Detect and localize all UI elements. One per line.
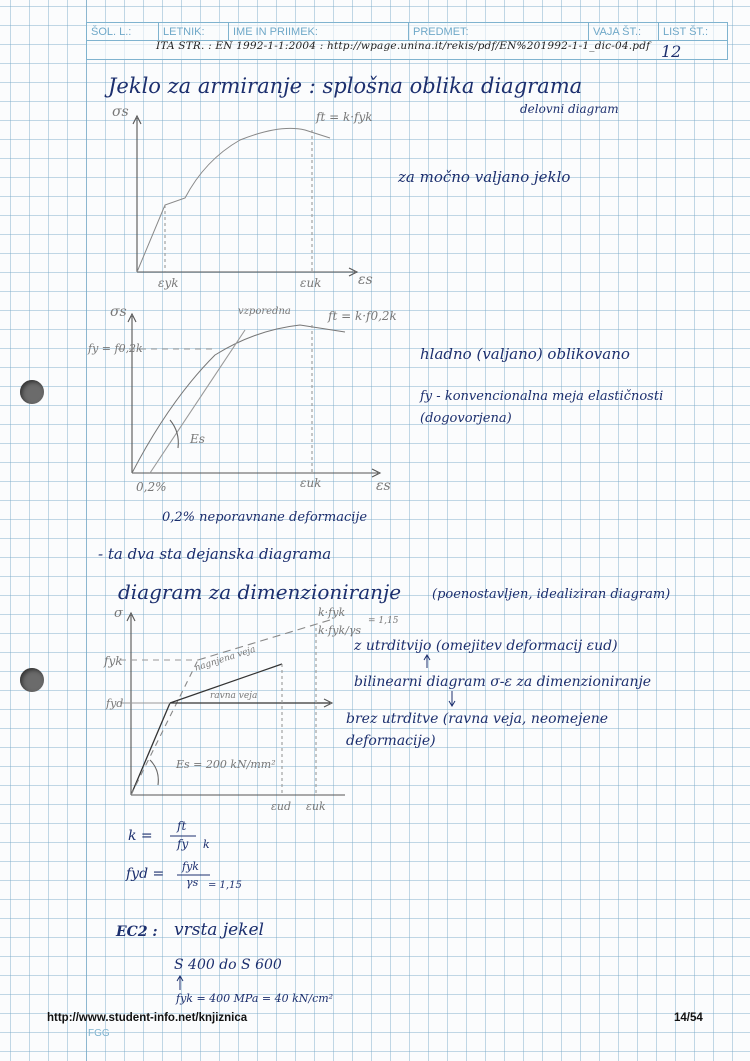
d1-axis-y-label: σs	[112, 104, 129, 120]
d2-peak-label: ft = k·f0,2k	[328, 309, 397, 323]
header-vaja: VAJA ŠT.:	[589, 23, 659, 41]
d3-elastic-line	[131, 703, 170, 795]
d3-fyk-label: fyk	[104, 654, 123, 668]
header-sol: ŠOL. L.:	[87, 23, 159, 41]
diagram2	[118, 314, 380, 477]
d2-curve	[132, 325, 345, 473]
d3-fyd-label: fyd	[106, 697, 124, 710]
ec2-title: vrsta jekel	[174, 920, 264, 940]
formula-fyd-bottom: γs	[186, 876, 199, 889]
section3-desc-c: brez utrditve (ravna veja, neomejene deformacije)	[346, 711, 609, 749]
section1-subtitle: delovni diagram	[520, 102, 619, 116]
formula-fyd-top: fyk	[182, 860, 199, 873]
d3-top-label2: k·fyk/γs	[318, 624, 362, 637]
formula-k-bottom: fy	[177, 837, 189, 851]
section3-title: diagram za dimenzioniranje	[118, 580, 402, 604]
d2-x-offset: 0,2%	[136, 480, 167, 494]
d2-tick-euk: εuk	[300, 476, 322, 490]
footer-url[interactable]: http://www.student-info.net/knjiznica	[47, 1012, 248, 1024]
section3-title-note: (poenostavljen, idealiziran diagram)	[432, 587, 671, 602]
d1-peak-label: ft = k·fyk	[316, 110, 373, 124]
d2-annot-upper: vzporedna	[238, 306, 291, 317]
d3-tick-euk: εuk	[306, 800, 326, 813]
d2-es-arc	[170, 420, 178, 448]
section2-desc1: hladno (valjano) oblikovano	[420, 345, 630, 363]
reference-note: ITA STR. : EN 1992-1-1:2004 : http://wpage.unina.it/rekis/pdf/EN%201992-1-1_dic-04.pdf	[156, 40, 651, 52]
d3-dashed-kfyk	[198, 620, 330, 660]
note-between: - ta dva sta dejanska diagrama	[98, 545, 332, 563]
d3-es-arc	[150, 760, 158, 785]
d2-offset-line	[150, 330, 245, 473]
d1-tick-eyk: εyk	[158, 276, 179, 290]
d2-axis-y-label: σs	[110, 304, 127, 320]
d3-upper-line-label: nagnjena veja	[193, 644, 257, 674]
d3-lower-line-label: ravna veja	[210, 691, 258, 701]
header-ime: IME IN PRIIMEK:	[229, 23, 409, 41]
section3-desc-b: bilinearni diagram σ-ε za dimenzioniranje	[354, 674, 652, 690]
section2-desc2: fy - konvencionalna meja elastičnosti (dogovorjena)	[420, 389, 664, 426]
d3-es-label: Es = 200 kN/mm²	[176, 758, 276, 771]
section3-desc-a: z utrditvijo (omejitev deformacij εud)	[354, 638, 618, 654]
ec2-fyk-line: fyk = 400 MPa = 40 kN/cm²	[176, 992, 334, 1005]
footer-stamp: FGG	[88, 1028, 110, 1039]
formula-k-sub: k	[203, 838, 210, 851]
section1-note: za močno valjano jeklo	[398, 168, 571, 186]
d2-axis-x-label: εs	[376, 478, 391, 494]
diagram1	[133, 116, 357, 276]
section2-note-offset: 0,2% neporavnane deformacije	[162, 510, 368, 525]
formula-fyd-lhs: fyd =	[126, 866, 165, 882]
d1-curve	[137, 128, 330, 272]
formula-k-top: ft	[177, 819, 187, 833]
d2-slope-label: Es	[190, 432, 205, 446]
d1-tick-euk: εuk	[300, 276, 322, 290]
formula-fyd-gamma: = 1,15	[208, 880, 242, 891]
d2-fy-label: fy = f0,2k	[88, 342, 143, 355]
d3-gamma-val: = 1,15	[368, 616, 399, 626]
d3-dashed-upper	[131, 660, 198, 795]
header-letnik: LETNIK:	[159, 23, 229, 41]
d3-tick-eud: εud	[271, 800, 292, 813]
formula-k-lhs: k =	[128, 828, 153, 844]
section1-title: Jeklo za armiranje : splošna oblika diagrama	[108, 74, 583, 98]
ec2-range: S 400 do S 600	[174, 957, 282, 973]
d3-axis-y-label: σ	[114, 606, 123, 621]
header-predmet: PREDMET:	[409, 23, 589, 41]
footer-page-number: 14/54	[674, 1012, 703, 1024]
header-list: LIST ŠT.: 12	[659, 23, 727, 41]
header-list-value: 12	[661, 42, 682, 61]
d3-top-label1: k·fyk	[318, 606, 346, 619]
d1-axis-x-label: εs	[358, 272, 373, 288]
ec2-label: EC2 :	[116, 924, 158, 940]
